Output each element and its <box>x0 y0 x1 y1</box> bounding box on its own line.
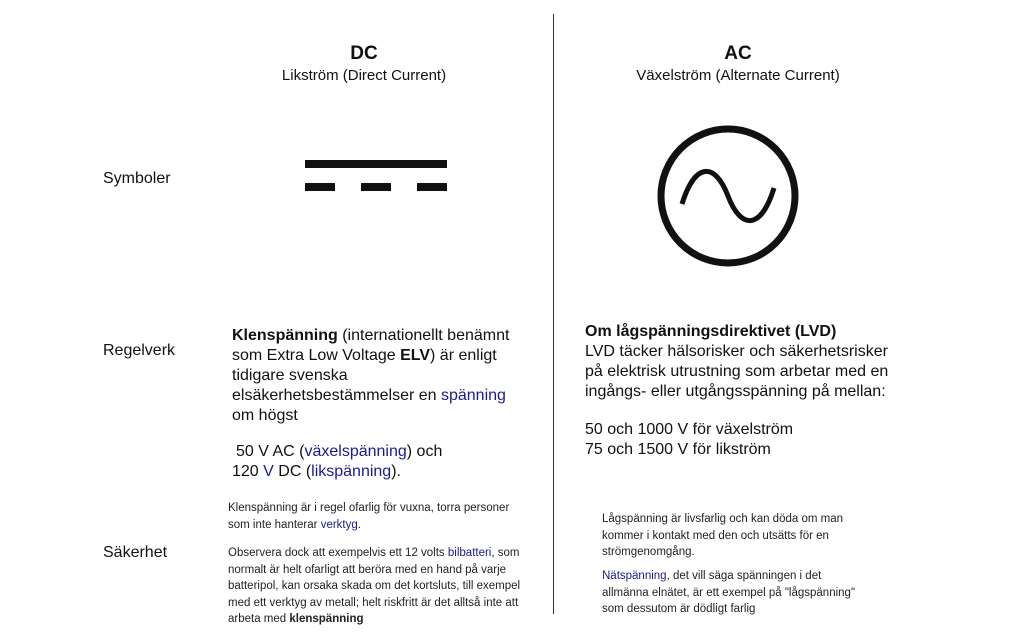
row-label-symbols: Symboler <box>103 170 171 187</box>
dc-symbol-icon <box>305 158 447 198</box>
dc-safety-p1: Klenspänning är i regel ofarlig för vuxna, torra personer som inte hanterar verktyg. <box>228 502 510 531</box>
dc-ac-limit: 50 V AC (växelspänning) och <box>236 443 443 460</box>
dc-title: DC <box>350 43 378 64</box>
dc-dc-limit: 120 V DC (likspänning). <box>232 463 401 480</box>
link-natspanning[interactable]: Nätspänning <box>602 570 667 582</box>
term-klenspanning: Klenspänning <box>232 327 338 344</box>
row-label-safety: Säkerhet <box>103 544 168 561</box>
term-klenspanning-bold: klenspänning <box>289 613 364 625</box>
lvd-heading: Om lågspänningsdirektivet (LVD) <box>585 323 837 340</box>
link-v[interactable]: V <box>263 463 274 480</box>
row-label-regulation: Regelverk <box>103 342 176 359</box>
link-verktyg[interactable]: verktyg <box>320 518 358 531</box>
column-divider <box>553 14 554 614</box>
dc-subtitle: Likström (Direct Current) <box>281 67 447 84</box>
range-ac: 50 och 1000 V för växelström <box>585 421 794 438</box>
link-bilbatteri[interactable]: bilbatteri <box>447 547 492 559</box>
link-likspanning[interactable]: likspänning <box>311 463 392 480</box>
ac-safety-p1: Lågspänning är livsfarlig och kan döda om man kommer i kontakt med den och utsätts för en strömgenomgång. <box>602 513 844 558</box>
ac-safety-p2: Nätspänning, det vill säga spänningen i det allmänna elnätet, är ett exempel på "lågspänning" som dessutom är dödligt farlig <box>602 570 856 615</box>
range-dc: 75 och 1500 V för likström <box>585 441 771 458</box>
abbr-elv: ELV <box>400 347 431 364</box>
ac-voltage-ranges <box>585 420 905 460</box>
ac-regulation-text <box>585 322 905 402</box>
link-spanning[interactable]: spänning <box>440 387 506 404</box>
ac-symbol-icon <box>655 122 801 270</box>
dc-regulation-text: Klenspänning (internationellt benämnt som Extra Low Voltage ELV) är enligt tidigare svenska elsäkerhetsbestämmelser en spänning om högst <box>232 327 510 424</box>
ac-subtitle: Växelström (Alternate Current) <box>636 67 840 84</box>
link-vaxelspanning[interactable]: växelspänning <box>304 443 407 460</box>
lvd-description: LVD täcker hälsorisker och säkerhetsrisker på elektrisk utrustning som arbetar med en ingångs- eller utgångsspänning på mellan: <box>585 343 889 400</box>
ac-title: AC <box>724 43 752 64</box>
dc-safety-p2: Observera dock att exempelvis ett 12 volts bilbatteri, som normalt är helt ofarligt att beröra med en hand på varje batteripol, kan orsaka skada om det kortsluts, till exempel med ett verktyg av metall; helt riskfritt är det alltså inte att arbeta med klenspänning <box>228 547 521 625</box>
